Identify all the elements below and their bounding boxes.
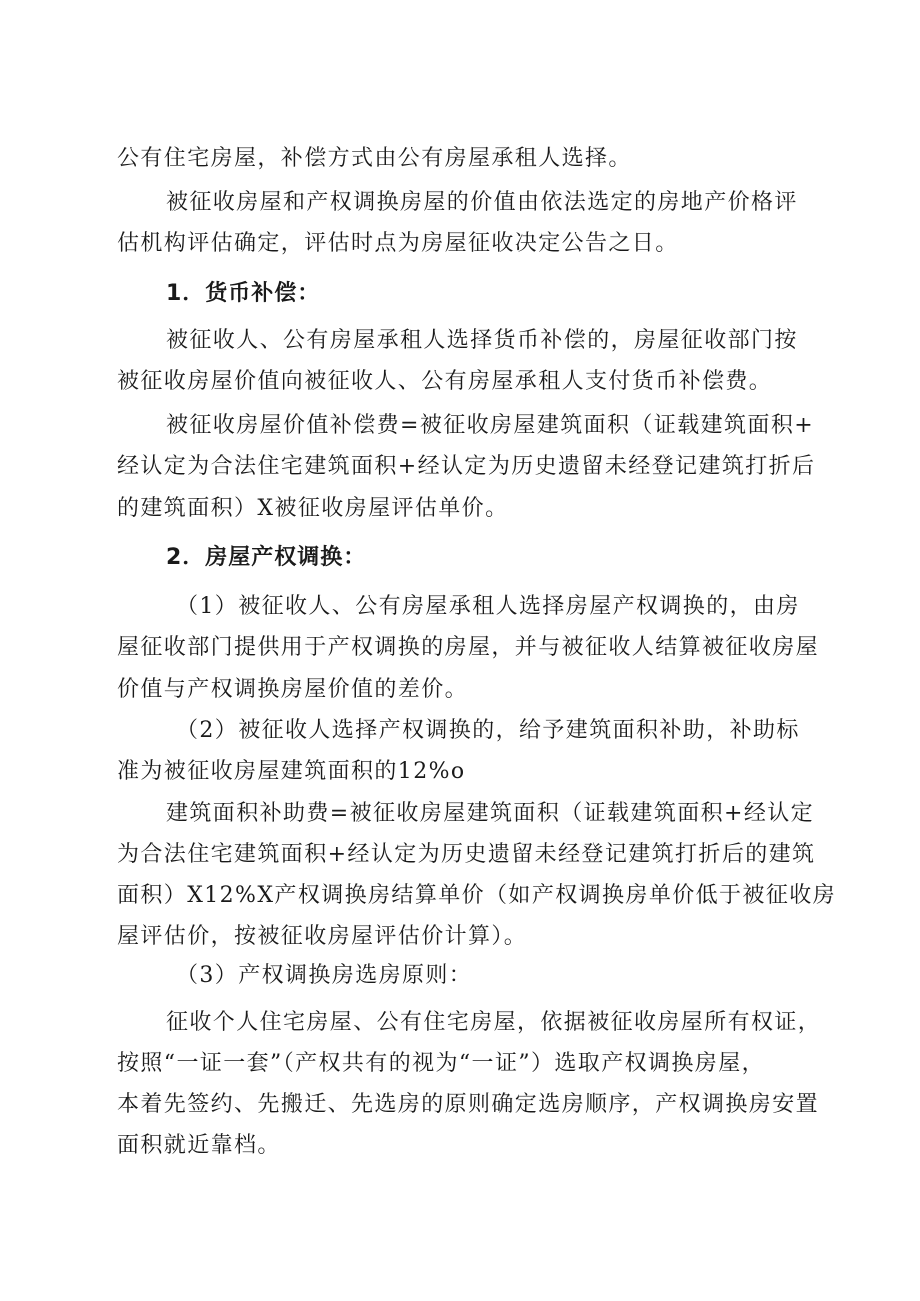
text-line-1: 公有住宅房屋，补偿方式由公有房屋承租人选择。 <box>117 146 632 171</box>
paragraph-monetary-line-1: 被征收人、公有房屋承租人选择货币补偿的，房屋征收部门按 <box>166 328 798 353</box>
formula-area-subsidy-line-2: 为合法住宅建筑面积+经认定为历史遗留未经登记建筑打折后的建筑 <box>117 842 816 867</box>
formula-area-subsidy-line-3: 面积）X12%X产权调换房结算单价（如产权调换房单价低于被征收房 <box>117 883 837 908</box>
selection-principle-line-4: 面积就近靠档。 <box>117 1133 281 1158</box>
paragraph-valuation-line-1: 被征收房屋和产权调换房屋的价值由依法选定的房地产价格评 <box>166 190 798 215</box>
item-1-line-1: （1）被征收人、公有房屋承租人选择房屋产权调换的，由房 <box>176 594 800 619</box>
item-2-line-2: 准为被征收房屋建筑面积的12%o <box>117 759 466 784</box>
formula-compensation-line-3: 的建筑面积）X被征收房屋评估单价。 <box>117 496 509 521</box>
selection-principle-line-3: 本着先签约、先搬迁、先选房的原则确定选房顺序，产权调换房安置 <box>117 1092 820 1117</box>
formula-compensation-line-2: 经认定为合法住宅建筑面积+经认定为历史遗留未经登记建筑打折后 <box>117 454 816 479</box>
item-3-heading: （3）产权调换房选房原则： <box>176 963 473 988</box>
item-1-line-2: 屋征收部门提供用于产权调换的房屋，并与被征收人结算被征收房屋 <box>117 635 820 660</box>
formula-compensation-line-1: 被征收房屋价值补偿费=被征收房屋建筑面积（证载建筑面积+ <box>166 413 815 438</box>
formula-area-subsidy-line-4: 屋评估价，按被征收房屋评估价计算）。 <box>117 924 528 949</box>
heading-monetary-compensation: 1．货币补偿： <box>166 281 321 306</box>
paragraph-valuation-line-2: 估机构评估确定，评估时点为房屋征收决定公告之日。 <box>117 231 679 256</box>
item-1-line-3: 价值与产权调换房屋价值的差价。 <box>117 677 469 702</box>
selection-principle-line-2: 按照“一证一套”（产权共有的视为“一证”）选取产权调换房屋， <box>117 1051 765 1076</box>
selection-principle-line-1: 征收个人住宅房屋、公有住宅房屋，依据被征收房屋所有权证， <box>166 1010 822 1035</box>
formula-area-subsidy-line-1: 建筑面积补助费=被征收房屋建筑面积（证载建筑面积+经认定 <box>166 801 815 826</box>
item-2-line-1: （2）被征收人选择产权调换的，给予建筑面积补助，补助标 <box>176 718 800 743</box>
heading-property-exchange: 2．房屋产权调换： <box>166 545 367 570</box>
paragraph-monetary-line-2: 被征收房屋价值向被征收人、公有房屋承租人支付货币补偿费。 <box>117 369 773 394</box>
